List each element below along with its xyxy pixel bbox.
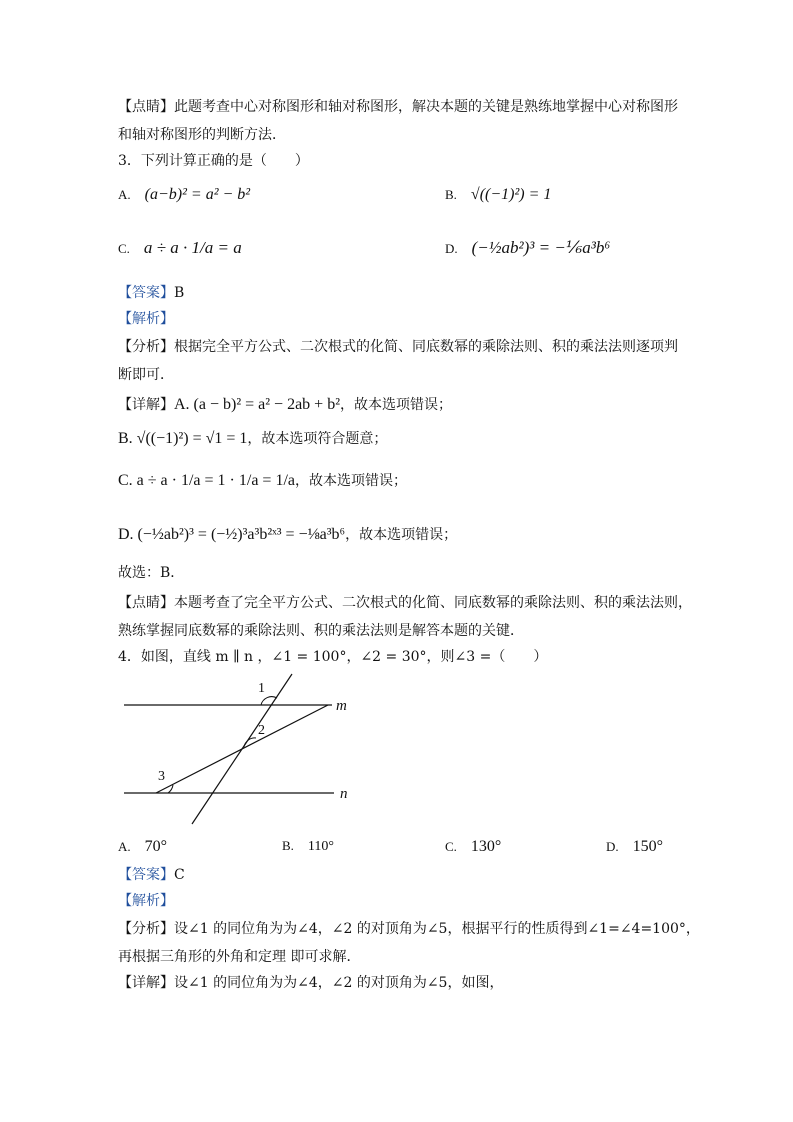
dianjing-tag: 【点睛】 bbox=[118, 99, 174, 115]
q3-answer: B bbox=[174, 285, 185, 301]
q4-analysis-tag: 【解析】 bbox=[118, 893, 174, 909]
q4-fenxi-line-1 bbox=[118, 918, 700, 940]
q3-detail-d-tail: ，故本选项错误； bbox=[345, 527, 458, 543]
q4-option-c-val: 130° bbox=[470, 838, 502, 855]
q3-dianjing-line-2: 熟练掌握同底数幂的乘除法则、积的乘法法则是解答本题的关键． bbox=[118, 623, 524, 639]
q4-answer-tag: 【答案】 bbox=[118, 867, 174, 883]
dianjing-line-2: 和轴对称图形的判断方法． bbox=[118, 127, 286, 143]
q4-option-d-val: 150° bbox=[632, 838, 664, 855]
q4-option-a bbox=[118, 838, 167, 856]
q3-option-c-key: C. bbox=[118, 241, 130, 256]
q3-answer-line bbox=[118, 282, 184, 304]
q3-detail-a-expr: A. (a − b)² = a² − 2ab + b² bbox=[174, 396, 340, 413]
q3-detail-tag: 【详解】 bbox=[118, 397, 174, 413]
label-3: 3 bbox=[158, 769, 165, 784]
q3-detail-d-expr: D. (−½ab²)³ = (−½)³a³b²ˣ³ = −⅛a³b⁶ bbox=[118, 526, 346, 543]
q3-fenxi-text-1: 根据完全平方公式、二次根式的化简、同底数幂的乘除法则、积的乘法法则逐项判 bbox=[174, 339, 678, 355]
q3-detail-b-tail: ，故本选项符合题意； bbox=[247, 431, 388, 447]
q3-option-a-key: A. bbox=[118, 187, 131, 202]
dianjing-line-1 bbox=[118, 96, 678, 118]
q4-option-b-val: 110° bbox=[307, 839, 335, 854]
q3-option-d bbox=[445, 238, 610, 258]
q4-detail-text: 设∠1 的同位角为为∠4，∠2 的对顶角为∠5，如图， bbox=[174, 975, 504, 991]
q3-option-c bbox=[118, 238, 242, 258]
q3-option-a-expr: (a−b)² = a² − b² bbox=[144, 186, 251, 203]
label-1: 1 bbox=[258, 681, 265, 696]
q3-stem: 3．下列计算正确的是（ ） bbox=[118, 153, 309, 169]
q3-option-b bbox=[445, 186, 551, 204]
q3-fenxi-line-1 bbox=[118, 336, 678, 358]
q4-stem: 4．如图，直线 m ∥ n ，∠1 = 100°，∠2 = 30°，则∠3 =（ ） bbox=[118, 649, 548, 665]
q4-option-d-key: D. bbox=[606, 839, 619, 854]
q3-fenxi-tag: 【分析】 bbox=[118, 339, 174, 355]
q4-option-d bbox=[606, 838, 663, 856]
q3-option-a bbox=[118, 186, 250, 204]
label-m: m bbox=[336, 698, 347, 714]
q4-option-b bbox=[282, 838, 334, 855]
q3-detail-c-expr: C. a ÷ a · 1/a = 1 · 1/a = 1/a bbox=[118, 472, 295, 489]
q3-detail-a bbox=[118, 394, 452, 416]
label-2: 2 bbox=[258, 723, 265, 738]
q4-detail-line bbox=[118, 972, 503, 994]
q4-option-c-key: C. bbox=[445, 839, 457, 854]
dianjing-text-1: 此题考查中心对称图形和轴对称图形，解决本题的关键是熟练地掌握中心对称图形 bbox=[174, 99, 678, 115]
q3-dianjing-line-1 bbox=[118, 592, 692, 614]
q4-option-c bbox=[445, 838, 501, 856]
q4-answer-line bbox=[118, 864, 185, 886]
transversal-2 bbox=[156, 705, 328, 793]
q3-option-b-expr: √((−1)²) = 1 bbox=[470, 186, 552, 203]
q4-fenxi-text-1: 设∠1 的同位角为为∠4，∠2 的对顶角为∠5，根据平行的性质得到∠1=∠4=100°， bbox=[174, 921, 700, 937]
q4-option-a-key: A. bbox=[118, 839, 131, 854]
q3-option-c-expr: a ÷ a · 1/a = a bbox=[143, 238, 242, 257]
q3-fenxi-line-2: 断即可． bbox=[118, 367, 174, 383]
q3-analysis-tag: 【解析】 bbox=[118, 311, 174, 327]
q3-detail-c-tail: ，故本选项错误； bbox=[295, 473, 407, 489]
q4-answer: C bbox=[174, 867, 185, 883]
q3-detail-b-expr: B. √((−1)²) = √1 = 1 bbox=[118, 430, 248, 447]
q3-detail-d bbox=[118, 524, 457, 546]
q3-choose: 故选：B． bbox=[118, 565, 185, 581]
q3-option-d-key: D. bbox=[445, 241, 458, 256]
q3-detail-b bbox=[118, 428, 387, 450]
q4-figure bbox=[118, 672, 368, 832]
q3-dianjing-text-1: 本题考查了完全平方公式、二次根式的化简、同底数幂的乘除法则、积的乘法法则， bbox=[174, 595, 692, 611]
q4-fenxi-line-2: 再根据三角形的外角和定理 即可求解． bbox=[118, 949, 361, 965]
q3-dianjing-tag: 【点睛】 bbox=[118, 595, 174, 611]
q4-option-a-val: 70° bbox=[144, 838, 168, 855]
q3-option-d-expr: (−½ab²)³ = −⅙a³b⁶ bbox=[471, 238, 611, 257]
q3-detail-c bbox=[118, 470, 407, 492]
q4-fenxi-tag: 【分析】 bbox=[118, 921, 174, 937]
q4-detail-tag: 【详解】 bbox=[118, 975, 174, 991]
q4-option-b-key: B. bbox=[282, 838, 294, 853]
q3-detail-a-tail: ，故本选项错误； bbox=[340, 397, 452, 413]
q3-option-b-key: B. bbox=[445, 187, 457, 202]
label-n: n bbox=[340, 786, 348, 802]
q3-answer-tag: 【答案】 bbox=[118, 285, 174, 301]
